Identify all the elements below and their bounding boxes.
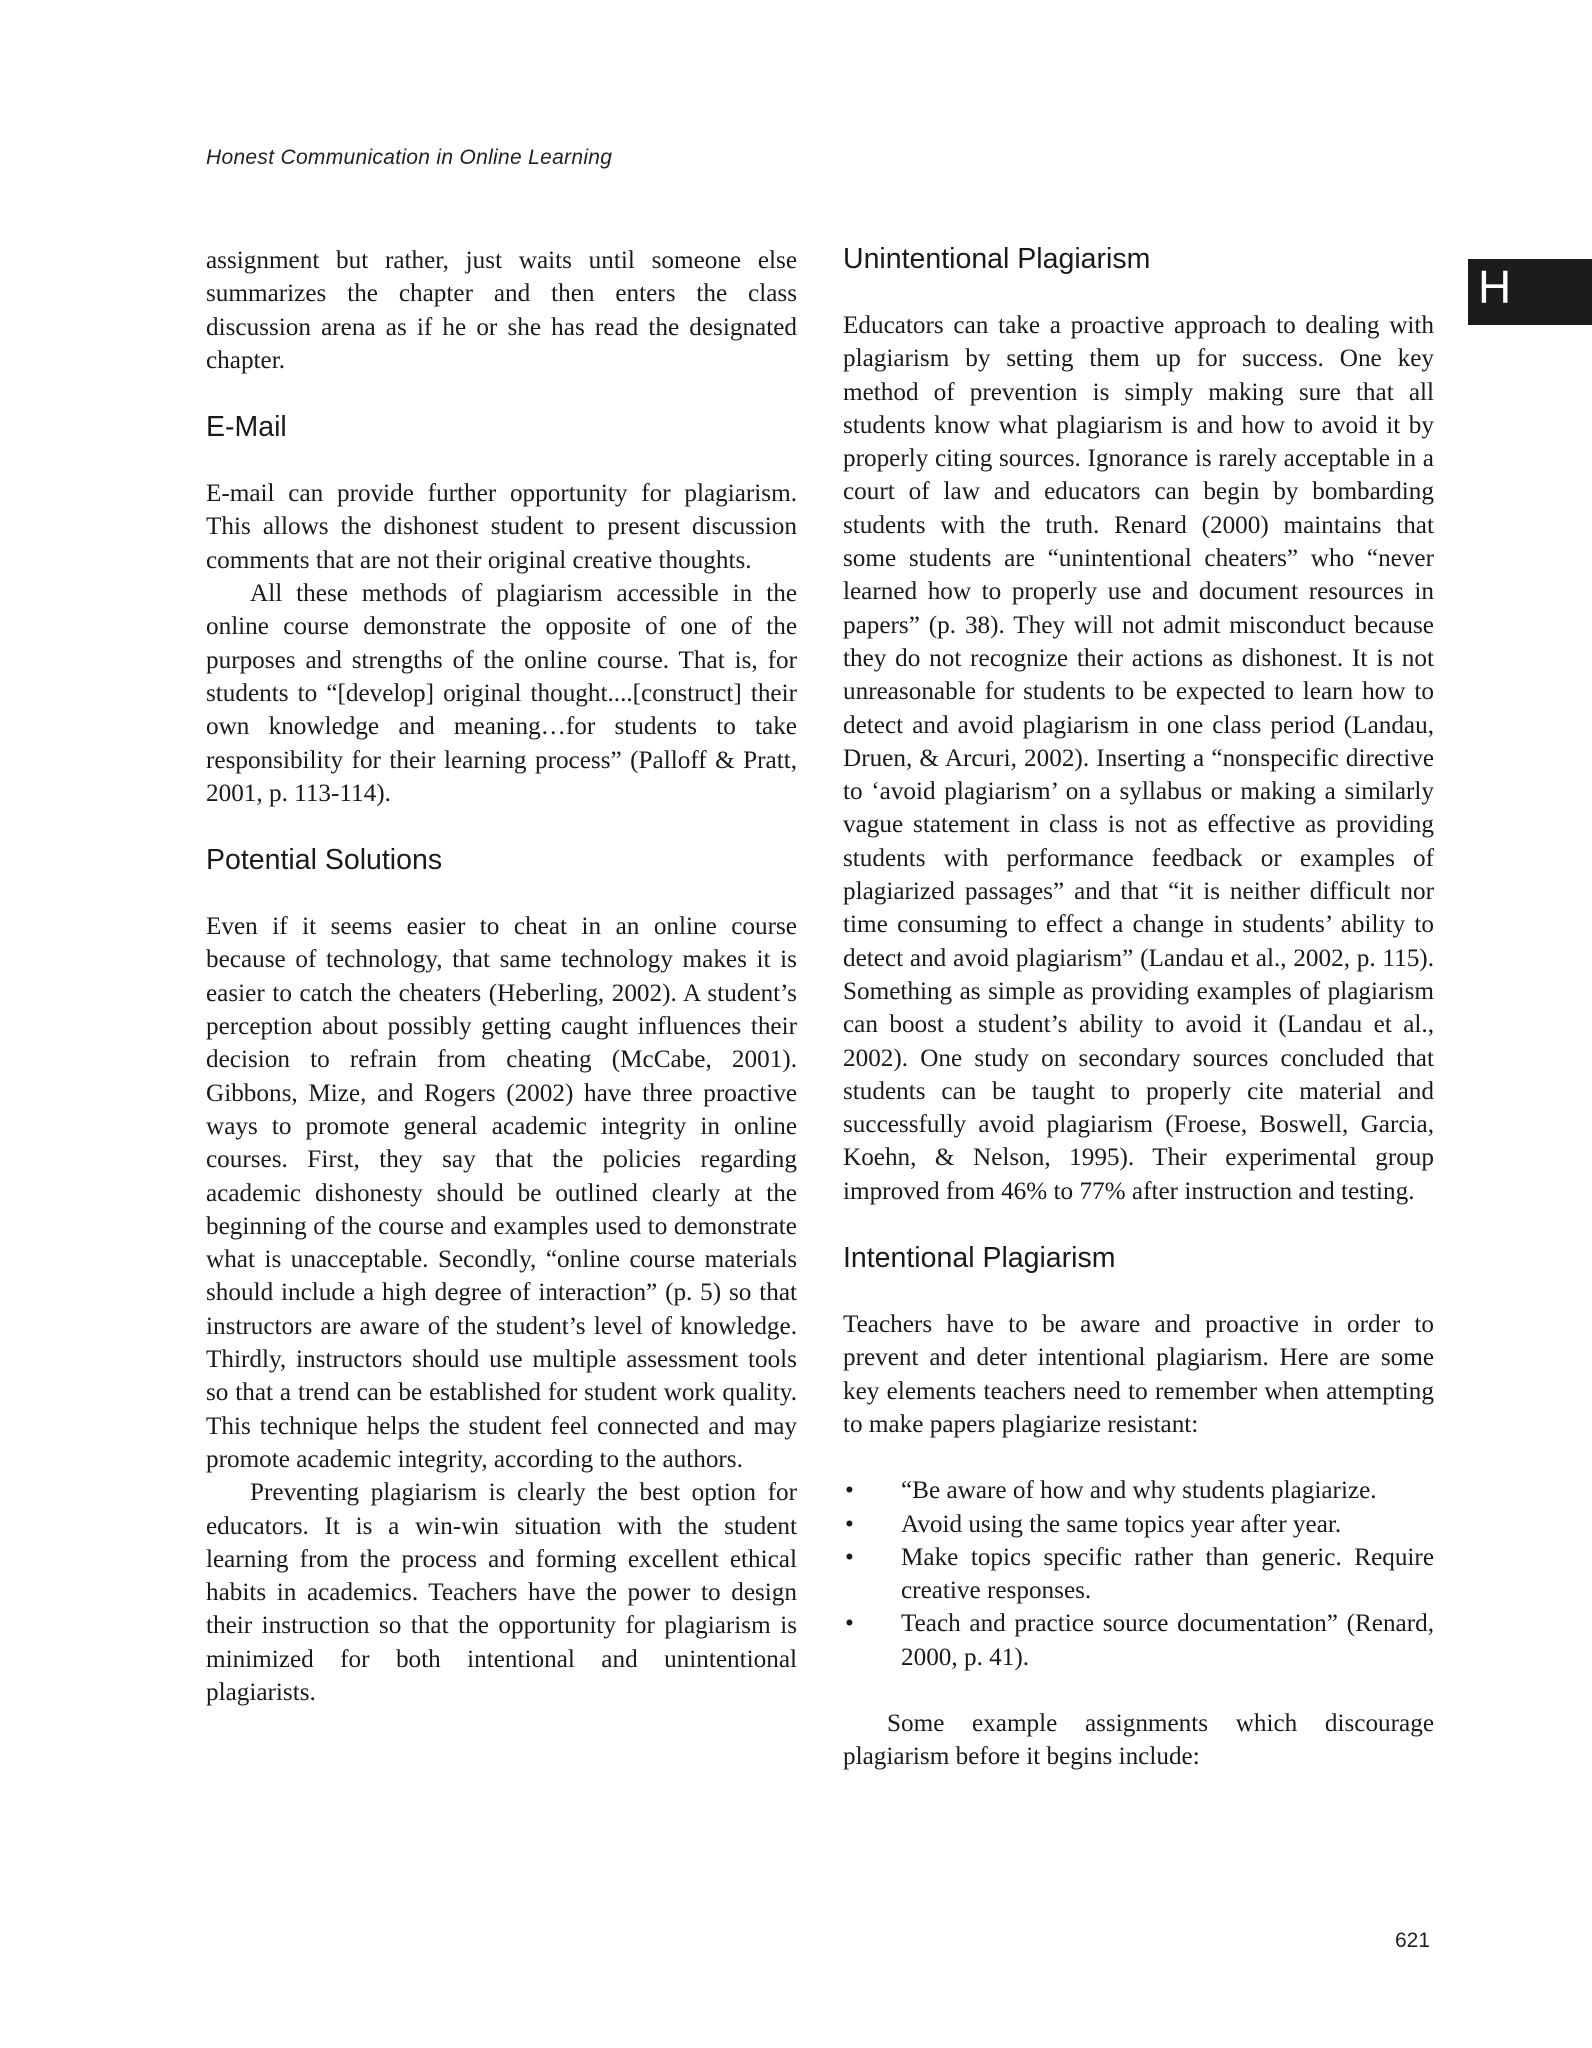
list-item-text: Avoid using the same topics year after year. [901, 1510, 1342, 1538]
heading-unintentional-plagiarism: Unintentional Plagiarism [843, 243, 1151, 275]
bullet-list [843, 1474, 1434, 1674]
list-item [843, 1541, 1434, 1608]
heading-potential-solutions: Potential Solutions [206, 844, 443, 877]
heading-email: E-Mail [206, 411, 287, 444]
paragraph-email-2: All these methods of plagiarism accessible in the online course demonstrate the opposite of one of the purposes and strengths of the online course. That is, for students to “[develop] original thought....[construct] their own knowledge and meaning…for students to take responsibility for their learning process” (Palloff & Pratt, 2001, p. 113-114). [206, 580, 797, 807]
section-thumb-tab [1468, 259, 1592, 325]
paragraph-intro: assignment but rather, just waits until someone else summarizes the chapter and then enters the class discussion arena as if he or she has read the designated chapter. [206, 247, 797, 374]
right-column [843, 242, 1434, 1774]
bullet-marker: • [845, 1543, 854, 1571]
bullet-marker: • [845, 1510, 854, 1538]
running-head: Honest Communication in Online Learning [206, 146, 613, 169]
bullet-marker: • [845, 1610, 854, 1638]
list-item-text: Make topics specific rather than generic. Require creative responses. [901, 1543, 1434, 1605]
paragraph-examples: Some example assignments which discourage plagiarism before it begins include: [843, 1709, 1434, 1771]
paragraph-intentional: Teachers have to be aware and proactive in order to prevent and deter intentional plagiarism. Here are some key elements teachers need to remember when attempting to make papers plagiarize resistant: [843, 1311, 1434, 1438]
paragraph-solutions-1: Even if it seems easier to cheat in an online course because of technology, that same technology makes it is easier to catch the cheaters (Heberling, 2002). A student’s perception about possibly getting caught influences their decision to refrain from cheating (McCabe, 2001). Gibbons, Mize, and Rogers (2002) have three proactive ways to promote general academic integrity in online courses. First, they say that the policies regarding academic dishonesty should be outlined clearly at the beginning of the course and examples used to demonstrate what is unacceptable. Secondly, “online course materials should include a high degree of interaction” (p. 5) so that instructors are aware of the student’s level of knowledge. Thirdly, instructors should use multiple assessment tools so that a trend can be established for student work quality. This technique helps the student feel connected and may promote academic integrity, according to the authors. [206, 913, 797, 1473]
paragraph-unintentional: Educators can take a proactive approach to dealing with plagiarism by setting them up for success. One key method of prevention is simply making sure that all students know what plagiarism is and how to avoid it by properly citing sources. Ignorance is rarely acceptable in a court of law and educators can begin by bombarding students with the truth. Renard (2000) maintains that some students are “unintentional cheaters” who “never learned how to properly use and document resources in papers” (p. 38). They will not admit misconduct because they do not recognize their actions as dishonest. It is not unreasonable for students to be expected to learn how to detect and avoid plagiarism in one class period (Landau, Druen, & Arcuri, 2002). Inserting a “nonspecific directive to ‘avoid plagiarism’ on a syllabus or making a similarly vague statement in class is not as effective as providing students with performance feedback or examples of plagiarized passages” and that “it is neither difficult nor time consuming to effect a change in students’ ability to detect and avoid plagiarism” (Landau et al., 2002, p. 115). Something as simple as providing examples of plagiarism can boost a student’s ability to avoid it (Landau et al., 2002). One study on secondary sources concluded that students can be taught to properly cite material and successfully avoid plagiarism (Froese, Boswell, Garcia, Koehn, & Nelson, 1995). Their experimental group improved from 46% to 77% after instruction and testing. [843, 312, 1434, 1205]
paragraph-email-1: E-mail can provide further opportunity for plagiarism. This allows the dishonest student to present discussion comments that are not their original creative thoughts. [206, 480, 797, 574]
list-item [843, 1607, 1434, 1674]
list-item [843, 1474, 1434, 1507]
left-column [206, 244, 797, 1709]
list-item-text: “Be aware of how and why students plagiarize. [901, 1477, 1377, 1505]
list-item [843, 1508, 1434, 1541]
thumb-tab-letter: H [1478, 261, 1512, 313]
page-number: 621 [1395, 1929, 1431, 1952]
bullet-marker: • [845, 1477, 854, 1505]
paragraph-solutions-2: Preventing plagiarism is clearly the best option for educators. It is a win-win situation with the student learning from the process and forming excellent ethical habits in academics. Teachers have the power to design their instruction so that the opportunity for plagiarism is minimized for both intentional and unintentional plagiarists. [206, 1479, 797, 1706]
heading-intentional-plagiarism: Intentional Plagiarism [843, 1242, 1116, 1275]
list-item-text: Teach and practice source documentation” (Renard, 2000, p. 41). [901, 1610, 1434, 1671]
